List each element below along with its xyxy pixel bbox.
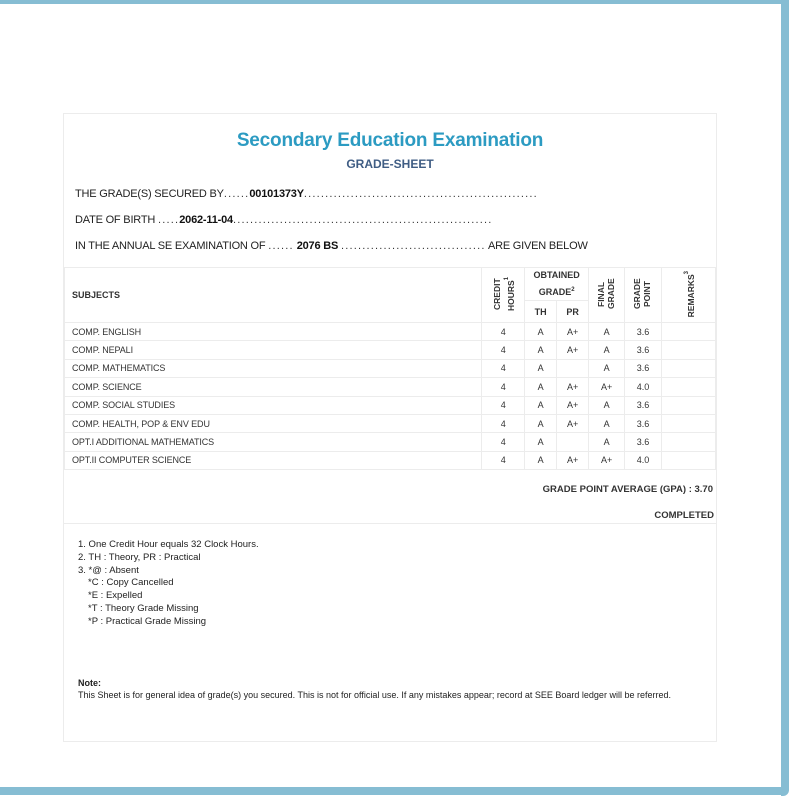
note-text: This Sheet is for general idea of grade(s) you secured. This is not for official use. If any mistakes appear; record at SEE Board ledger will be referred. — [78, 690, 671, 700]
cell-grade-point: 4.0 — [625, 378, 662, 396]
table-row — [65, 433, 716, 451]
table-row — [65, 378, 716, 396]
status-badge: COMPLETED — [654, 510, 714, 521]
cell-credit: 4 — [482, 359, 525, 377]
header-subjects: SUBJECTS — [65, 268, 482, 323]
dob-value: 2062-11-04 — [179, 214, 233, 226]
cell-remarks — [662, 359, 716, 377]
cell-remarks — [662, 396, 716, 414]
table-row — [65, 396, 716, 414]
table-row — [65, 414, 716, 432]
cell-credit: 4 — [482, 341, 525, 359]
page-title: Secondary Education Examination — [236, 130, 544, 151]
cell-subject: COMP. ENGLISH — [65, 323, 482, 341]
cell-grade-point: 3.6 — [625, 323, 662, 341]
cell-th: A — [525, 378, 557, 396]
exam-suffix: ARE GIVEN BELOW — [487, 240, 588, 252]
cell-remarks — [662, 451, 716, 469]
secured-by-label: THE GRADE(S) SECURED BY — [75, 188, 224, 200]
footnote: 2. TH : Theory, PR : Practical — [78, 551, 201, 563]
footnote: 3. *@ : Absent — [78, 564, 139, 576]
table-row — [65, 341, 716, 359]
footnote: 1. One Credit Hour equals 32 Clock Hours. — [78, 539, 259, 550]
exam-year: 2076 BS — [296, 240, 339, 252]
cell-credit: 4 — [482, 323, 525, 341]
cell-remarks — [662, 378, 716, 396]
section-divider — [64, 523, 716, 524]
cell-grade-point: 3.6 — [625, 359, 662, 377]
cell-remarks — [662, 433, 716, 451]
note-label: Note: — [78, 678, 101, 688]
frame-top-border — [0, 0, 789, 4]
footnote: *T : Theory Grade Missing — [88, 602, 199, 614]
cell-remarks — [662, 323, 716, 341]
cell-remarks — [662, 414, 716, 432]
footnote: *P : Practical Grade Missing — [88, 615, 207, 627]
gpa-text: GRADE POINT AVERAGE (GPA) : 3.70 — [542, 484, 713, 495]
cell-subject: COMP. NEPALI — [65, 341, 482, 359]
cell-pr: A+ — [557, 451, 589, 469]
cell-pr — [557, 433, 589, 451]
header-remarks: REMARKS$^3$ — [662, 268, 716, 323]
cell-th: A — [525, 396, 557, 414]
note-section — [78, 677, 698, 701]
grade-sheet-card — [63, 113, 717, 742]
cell-subject: COMP. SOCIAL STUDIES — [65, 396, 482, 414]
footnote: *C : Copy Cancelled — [88, 577, 174, 589]
cell-final-grade: A — [589, 414, 625, 432]
cell-final-grade: A+ — [589, 451, 625, 469]
cell-final-grade: A — [589, 323, 625, 341]
cell-subject: COMP. HEALTH, POP & ENV EDU — [65, 414, 482, 432]
cell-credit: 4 — [482, 396, 525, 414]
cell-grade-point: 3.6 — [625, 433, 662, 451]
cell-final-grade: A — [589, 433, 625, 451]
cell-final-grade: A — [589, 396, 625, 414]
grades-table — [64, 267, 716, 470]
cell-pr: A+ — [557, 341, 589, 359]
table-row — [65, 451, 716, 469]
cell-remarks — [662, 341, 716, 359]
dob-line: DATE OF BIRTH .....2062-11-04............................................................. — [75, 214, 493, 226]
header-pr: PR — [557, 301, 589, 323]
cell-th: A — [525, 341, 557, 359]
cell-grade-point: 3.6 — [625, 341, 662, 359]
cell-credit: 4 — [482, 451, 525, 469]
footnotes — [78, 539, 259, 629]
exam-line: IN THE ANNUAL SE EXAMINATION OF ...... 2076 BS .................................. ARE GIVEN BELOW — [75, 240, 588, 252]
cell-grade-point: 3.6 — [625, 396, 662, 414]
cell-th: A — [525, 359, 557, 377]
header-grade-point: GRADE POINT — [625, 268, 662, 323]
cell-pr — [557, 359, 589, 377]
cell-final-grade: A — [589, 341, 625, 359]
table-row — [65, 359, 716, 377]
cell-th: A — [525, 323, 557, 341]
cell-pr: A+ — [557, 414, 589, 432]
header-obtained-grade: OBTAINED GRADE$^2$ — [525, 268, 589, 301]
frame-right-border — [781, 0, 789, 796]
cell-pr: A+ — [557, 378, 589, 396]
footnote: *E : Expelled — [88, 590, 143, 602]
symbol-number: 00101373Y — [249, 188, 304, 200]
table-row — [65, 323, 716, 341]
page-subtitle: GRADE-SHEET — [346, 157, 434, 171]
frame-bottom-border — [0, 787, 789, 795]
cell-subject: COMP. SCIENCE — [65, 378, 482, 396]
dob-label: DATE OF BIRTH — [75, 214, 156, 226]
cell-grade-point: 3.6 — [625, 414, 662, 432]
exam-label: IN THE ANNUAL SE EXAMINATION OF — [75, 240, 266, 252]
cell-subject: OPT.I ADDITIONAL MATHEMATICS — [65, 433, 482, 451]
cell-th: A — [525, 414, 557, 432]
cell-credit: 4 — [482, 433, 525, 451]
cell-final-grade: A+ — [589, 378, 625, 396]
cell-final-grade: A — [589, 359, 625, 377]
cell-pr: A+ — [557, 323, 589, 341]
cell-subject: COMP. MATHEMATICS — [65, 359, 482, 377]
cell-credit: 4 — [482, 378, 525, 396]
cell-th: A — [525, 433, 557, 451]
cell-subject: OPT.II COMPUTER SCIENCE — [65, 451, 482, 469]
secured-by-line: THE GRADE(S) SECURED BY......00101373Y....................................................... — [75, 188, 538, 200]
cell-pr: A+ — [557, 396, 589, 414]
header-final-grade: FINAL GRADE — [589, 268, 625, 323]
cell-th: A — [525, 451, 557, 469]
header-th: TH — [525, 301, 557, 323]
header-credit-hours: CREDIT HOURS$^1$ — [482, 268, 525, 323]
cell-grade-point: 4.0 — [625, 451, 662, 469]
cell-credit: 4 — [482, 414, 525, 432]
